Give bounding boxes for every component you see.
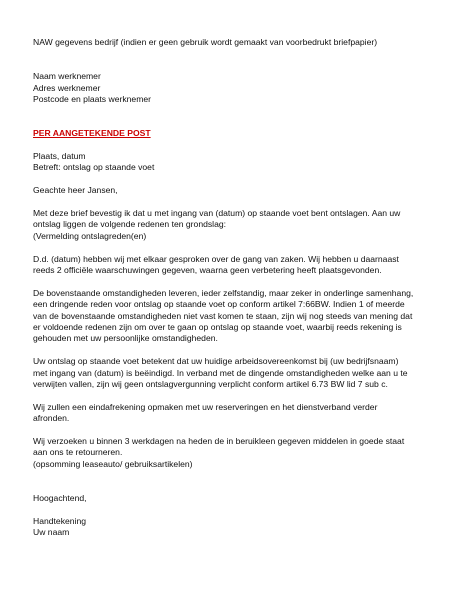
paragraph-circumstances	[33, 288, 430, 345]
spacer	[33, 242, 430, 253]
spacer	[33, 197, 430, 208]
paragraph-warnings	[33, 254, 430, 277]
place-date: Plaats, datum	[33, 151, 86, 162]
paragraph-line: met ingang van (datum) is beëindigd. In verband met de dingende omstandigheden welke aan u te	[33, 367, 408, 378]
paragraph-line: Wij zullen een eindafrekening opmaken met uw reserveringen en het dienstverband verder	[33, 401, 378, 412]
paragraph-line: D.d. (datum) hebben wij met elkaar gesproken over de gang van zaken. Wij hebben u daarnaast	[33, 253, 399, 264]
header-note: NAW gegevens bedrijf (indien er geen gebruik wordt gemaakt van voorbedrukt briefpapier)	[33, 37, 378, 47]
spacer	[33, 425, 430, 436]
spacer	[33, 276, 430, 287]
recipient-name: Naam werknemer	[33, 71, 101, 82]
spacer	[33, 470, 430, 493]
paragraph-dismissal	[33, 208, 430, 242]
letter-subject: Betreft: ontslag op staande voet	[33, 162, 155, 173]
recipient-postal-city: Postcode en plaats werknemer	[33, 94, 151, 105]
spacer	[33, 140, 430, 151]
spacer	[33, 390, 430, 401]
spacer	[33, 174, 430, 185]
paragraph-line: ontslag liggen de volgende redenen ten grondslag:	[33, 219, 227, 230]
paragraph-final-settlement	[33, 402, 430, 425]
signature-label: Handtekening	[33, 515, 87, 526]
paragraph-line: (Vermelding ontslagreden(en)	[33, 230, 147, 241]
paragraph-line: gehouden met uw persoonlijke omstandigheden.	[33, 333, 218, 344]
paragraph-line: verwijten vallen, zijn wij geen ontslagvergunning verplicht conform artikel 6.73 BW lid 7 sub c.	[33, 379, 388, 390]
delivery-method: PER AANGETEKENDE POST	[33, 128, 151, 139]
recipient-address-block	[33, 71, 430, 105]
paragraph-line: van de bovenstaande omstandigheden niet vast komen te staan, zijn wij nog steeds van mening dat	[33, 310, 413, 321]
paragraph-line: Uw ontslag op staande voet betekent dat uw huidige arbeidsovereenkomst bij (uw bedrijfsnaam)	[33, 356, 399, 367]
paragraph-line: er voldoende redenen zijn om over te gaan op ontslag op staande voet, waarbij reeds rekening is	[33, 322, 402, 333]
paragraph-line: Wij verzoeken u binnen 3 werkdagen na heden de in beruikleen gegeven middelen in goede staat	[33, 436, 405, 447]
signature-name: Uw naam	[33, 527, 70, 538]
closing: Hoogachtend,	[33, 493, 87, 504]
paragraph-line: (opsomming leaseauto/ gebruiksartikelen)	[33, 458, 193, 469]
signature-block	[33, 516, 430, 539]
paragraph-line: reeds 2 officiële waarschuwingen gegeven, waarna geen verbetering heeft plaatsgevonden.	[33, 265, 382, 276]
paragraph-line: aan ons te retourneren.	[33, 447, 123, 458]
paragraph-termination	[33, 356, 430, 390]
salutation: Geachte heer Jansen,	[33, 185, 118, 196]
paragraph-line: afronden.	[33, 413, 70, 424]
paragraph-return-items	[33, 436, 430, 470]
spacer	[33, 105, 430, 128]
spacer	[33, 345, 430, 356]
spacer	[33, 48, 430, 71]
paragraph-line: Met deze brief bevestig ik dat u met ingang van (datum) op staande voet bent ontslagen. Aan uw	[33, 208, 401, 219]
paragraph-line: een dringende reden voor ontslag op staande voet op conform artikel 7:66BW. Indien 1 of meerde	[33, 299, 405, 310]
recipient-address: Adres werknemer	[33, 82, 101, 93]
paragraph-line: De bovenstaande omstandigheden leveren, ieder zelfstandig, maar zeker in onderlinge samenhang,	[33, 287, 414, 298]
spacer	[33, 504, 430, 515]
